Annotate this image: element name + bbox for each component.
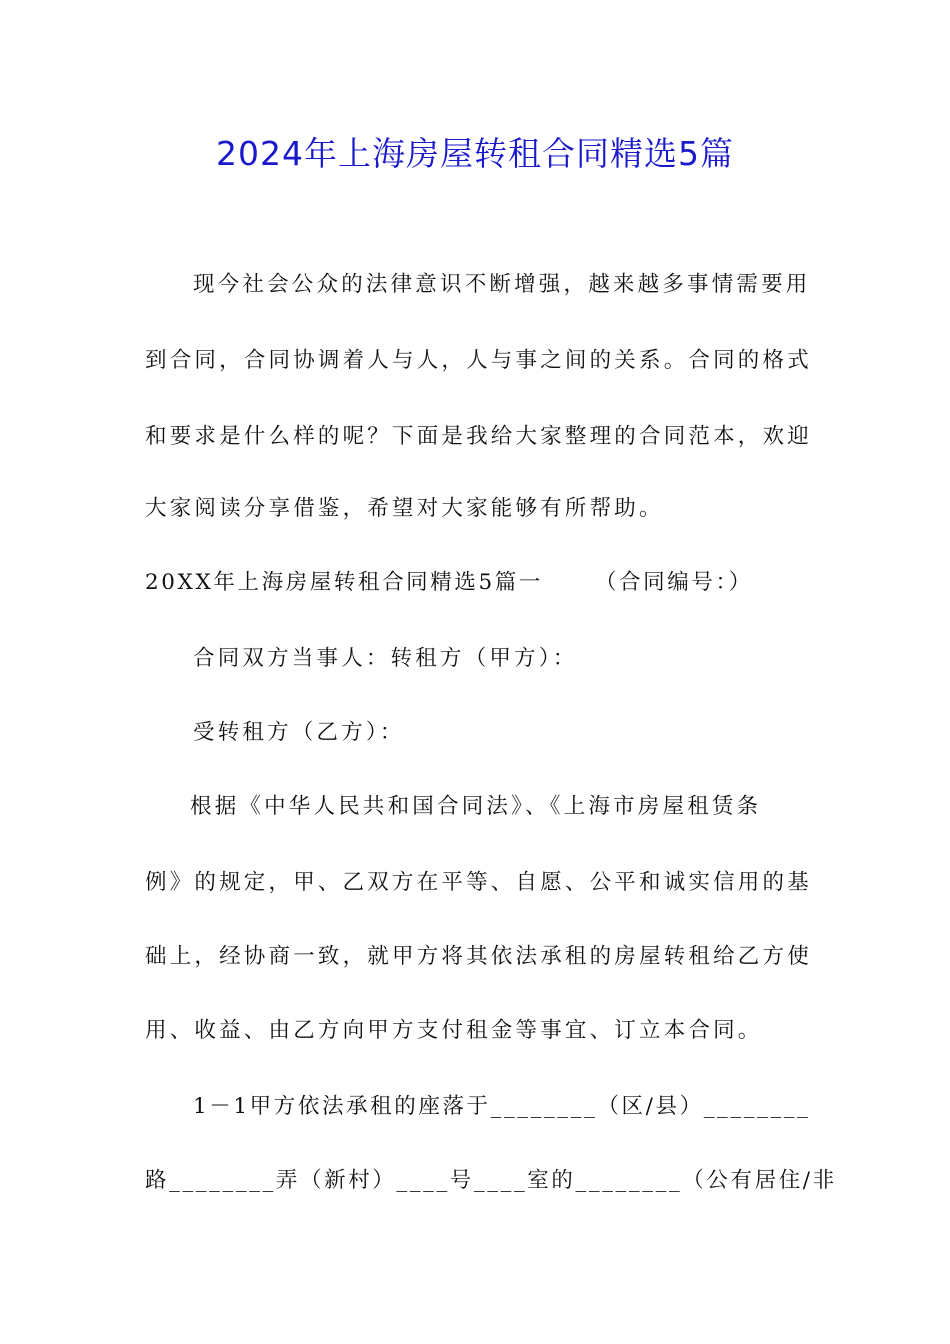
basis-line-1: 根据《中华人民共和国合同法》、《上海市房屋租赁条 bbox=[190, 794, 762, 819]
clause-line-2: 路________弄（新村）____号____室的________（公有居住/非 bbox=[145, 1168, 837, 1193]
intro-line-2: 到合同，合同协调着人与人，人与事之间的关系。合同的格式 bbox=[145, 348, 812, 373]
basis-line-4: 用、收益、由乙方向甲方支付租金等事宜、订立本合同。 bbox=[145, 1018, 763, 1043]
intro-line-1: 现今社会公众的法律意识不断增强，越来越多事情需要用 bbox=[193, 272, 811, 297]
contract-number-label: （合同编号：） bbox=[594, 570, 753, 595]
party-a-line: 合同双方当事人：转租方（甲方）： bbox=[193, 646, 578, 671]
clause-line-1: 1－1甲方依法承租的座落于________（区/县）________ bbox=[193, 1094, 811, 1119]
basis-line-2: 例》的规定，甲、乙双方在平等、自愿、公平和诚实信用的基 bbox=[145, 870, 812, 895]
basis-line-3: 础上，经协商一致，就甲方将其依法承租的房屋转租给乙方使 bbox=[145, 944, 812, 969]
document-title: 2024年上海房屋转租合同精选5篇 bbox=[216, 134, 734, 173]
party-b-line: 受转租方（乙方）： bbox=[193, 720, 405, 745]
intro-line-4: 大家阅读分享借鉴，希望对大家能够有所帮助。 bbox=[145, 496, 664, 521]
section-heading: 20XX年上海房屋转租合同精选5篇一 bbox=[145, 570, 543, 595]
intro-line-3: 和要求是什么样的呢？下面是我给大家整理的合同范本，欢迎 bbox=[145, 424, 812, 449]
section-heading-line bbox=[145, 568, 753, 598]
